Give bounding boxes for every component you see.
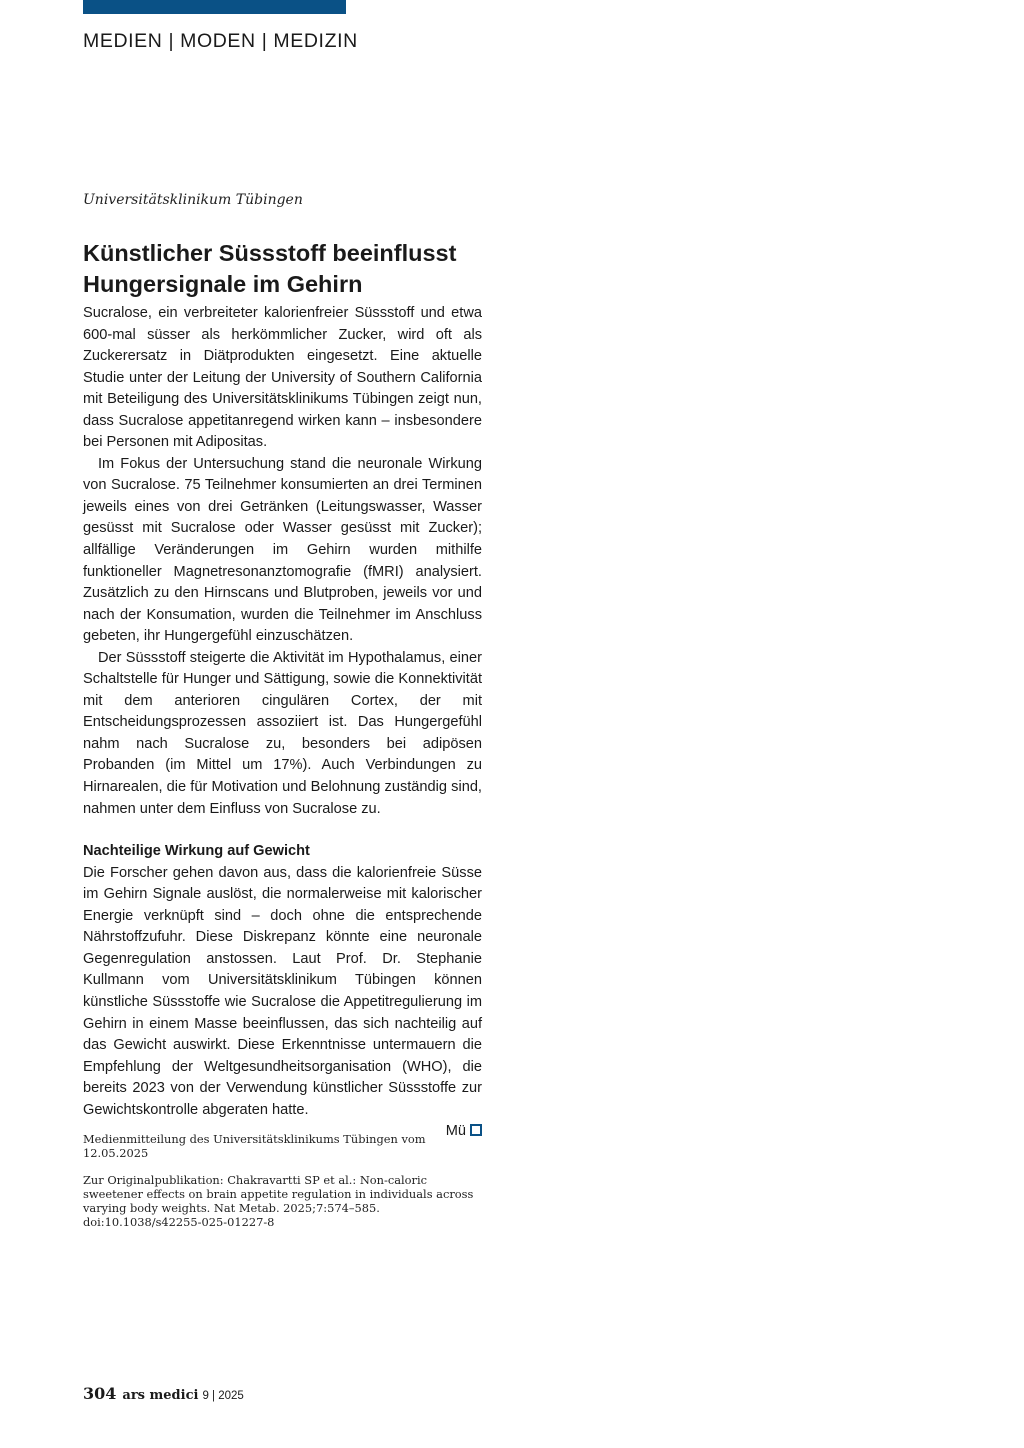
journal-name: ars medici — [122, 1388, 199, 1403]
paragraph-4-text: Die Forscher gehen davon aus, dass die kalorienfreie Süsse im Gehirn Signale auslöst, die normalerweise mit kalorischer Energie verknüpft sind – doch ohne die entsprechende Nährstoffzufuhr. Diese Diskrepanz könnte eine neuronale Gegenregulation anstossen. Laut Prof. Dr. Stephanie Kullmann vom Universitätsklinikum Tübingen können künstliche Süssstoffe wie Sucralose die Appetitregulierung im Gehirn in einem Masse beeinflussen, das sich nachteilig auf das Gewicht auswirkt. Diese Erkenntnisse untermauern die Empfehlung der Weltgesundheitsorganisation (WHO), die bereits 2023 von der Verwendung künstlicher Süssstoffe zur Gewichtskontrolle abgeraten hatte. — [83, 864, 482, 1118]
article-title: Künstlicher Süssstoff beeinflusst Hungersignale im Gehirn — [83, 240, 457, 297]
paragraph-4 — [83, 863, 482, 1122]
signature-text: Mü — [445, 1123, 466, 1140]
article-source: Universitätsklinikum Tübingen — [83, 192, 303, 208]
paragraph-1: Sucralose, ein verbreiteter kalorienfreier Süssstoff und etwa 600-mal süsser als herkömmlicher Zucker, wird oft als Zuckerersatz in Diätprodukten eingesetzt. Eine aktuelle Studie unter der Leitung der University of Southern California mit Beteiligung des Universitätsklinikums Tübingen zeigt nun, dass Sucralose appetitanregend wirken kann – insbesondere bei Personen mit Adipositas. — [83, 305, 482, 451]
article-body — [83, 303, 482, 1143]
paragraph-2: Im Fokus der Untersuchung stand die neuronale Wirkung von Sucralose. 75 Teilnehmer konsumierten an drei Terminen jeweils eines von drei Getränken (Leitungswasser, Wasser gesüsst mit Sucralose oder Wasser gesüsst mit Zucker); allfällige Veränderungen im Gehirn wurden mithilfe funktioneller Magnetresonanztomografie (fMRI) analysiert. Zusätzlich zu den Hirnscans und Blutproben, jeweils vor und nach der Konsumation, wurden die Teilnehmer im Anschluss gebeten, ihr Hungergefühl einzuschätzen. — [83, 455, 482, 645]
page-footer — [83, 1384, 244, 1403]
subheading: Nachteilige Wirkung auf Gewicht — [83, 843, 310, 860]
notes — [83, 1132, 483, 1242]
section-header: MEDIEN | MODEN | MEDIZIN — [83, 30, 358, 52]
page-number: 304 — [83, 1384, 117, 1403]
paragraph-3: Der Süssstoff steigerte die Aktivität im Hypothalamus, einer Schaltstelle für Hunger und Sättigung, sowie die Konnektivität mit dem anterioren cingulären Cortex, der mit Entscheidungsprozessen assoziiert ist. Das Hungergefühl nahm nach Sucralose zu, besonders bei adipösen Probanden (im Mittel um 17%). Auch Verbindungen zu Hirnarealen, die für Motivation und Belohnung zuständig sind, nahmen unter dem Einfluss von Sucralose zu. — [83, 649, 482, 817]
press-release-note: Medienmitteilung des Universitätsklinikums Tübingen vom 12.05.2025 — [83, 1132, 426, 1160]
header-color-bar — [83, 0, 346, 14]
issue-number: 9 | 2025 — [202, 1390, 244, 1402]
publication-reference: Zur Originalpublikation: Chakravartti SP et al.: Non-caloric sweetener effects on brain appetite regulation in individuals across varying body weights. Nat Metab. 2025;7:574–585. doi:10.1038/s42255-025-01227-8 — [83, 1173, 474, 1229]
